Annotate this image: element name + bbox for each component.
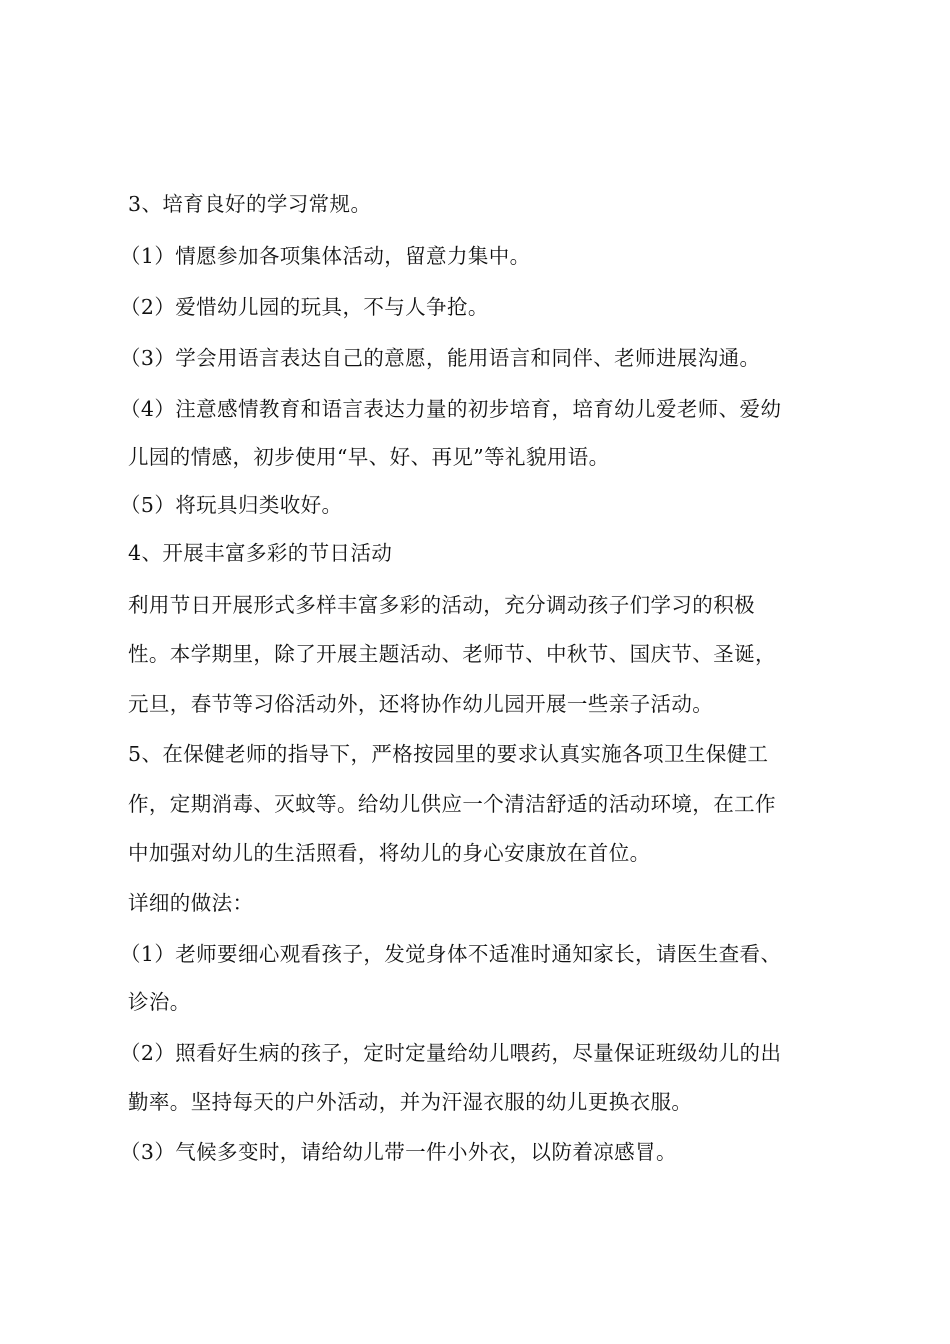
section-3-item-4-line-1: （4）注意感情教育和语言表达力量的初步培育，培育幼儿爱老师、爱幼 [120,397,782,421]
methods-heading: 详细的做法： [128,891,254,915]
section-4-paragraph-line-2: 性。本学期里，除了开展主题活动、老师节、中秋节、国庆节、圣诞， [128,642,776,666]
section-5-paragraph-line-1: 5、在保健老师的指导下，严格按园里的要求认真实施各项卫生保健工 [128,742,769,766]
section-3-item-3: （3）学会用语言表达自己的意愿，能用语言和同伴、老师进展沟通。 [120,346,761,370]
method-2-line-2: 勤率。坚持每天的户外活动，并为汗湿衣服的幼儿更换衣服。 [128,1090,693,1114]
section-4-paragraph-line-3: 元旦，春节等习俗活动外，还将协作幼儿园开展一些亲子活动。 [128,692,714,716]
method-1-line-1: （1）老师要细心观看孩子，发觉身体不适准时通知家长，请医生查看、 [120,942,782,966]
section-3-item-2: （2）爱惜幼儿园的玩具，不与人争抢。 [120,295,489,319]
section-4-heading: 4、开展丰富多彩的节日活动 [128,541,393,565]
section-3-item-4-line-2: 儿园的情感，初步使用“早、好、再见”等礼貌用语。 [128,445,610,469]
method-2-line-1: （2）照看好生病的孩子，定时定量给幼儿喂药，尽量保证班级幼儿的出 [120,1041,782,1065]
section-4-paragraph-line-1: 利用节日开展形式多样丰富多彩的活动，充分调动孩子们学习的积极 [128,593,755,617]
section-5-paragraph-line-2: 作，定期消毒、灭蚊等。给幼儿供应一个清洁舒适的活动环境，在工作 [128,792,776,816]
method-1-line-2: 诊治。 [128,990,191,1014]
section-5-paragraph-line-3: 中加强对幼儿的生活照看，将幼儿的身心安康放在首位。 [128,841,651,865]
section-3-item-1: （1）情愿参加各项集体活动，留意力集中。 [120,244,531,268]
section-3-item-5: （5）将玩具归类收好。 [120,493,343,517]
method-3: （3）气候多变时，请给幼儿带一件小外衣，以防着凉感冒。 [120,1140,677,1164]
section-3-heading: 3、培育良好的学习常规。 [128,192,372,216]
